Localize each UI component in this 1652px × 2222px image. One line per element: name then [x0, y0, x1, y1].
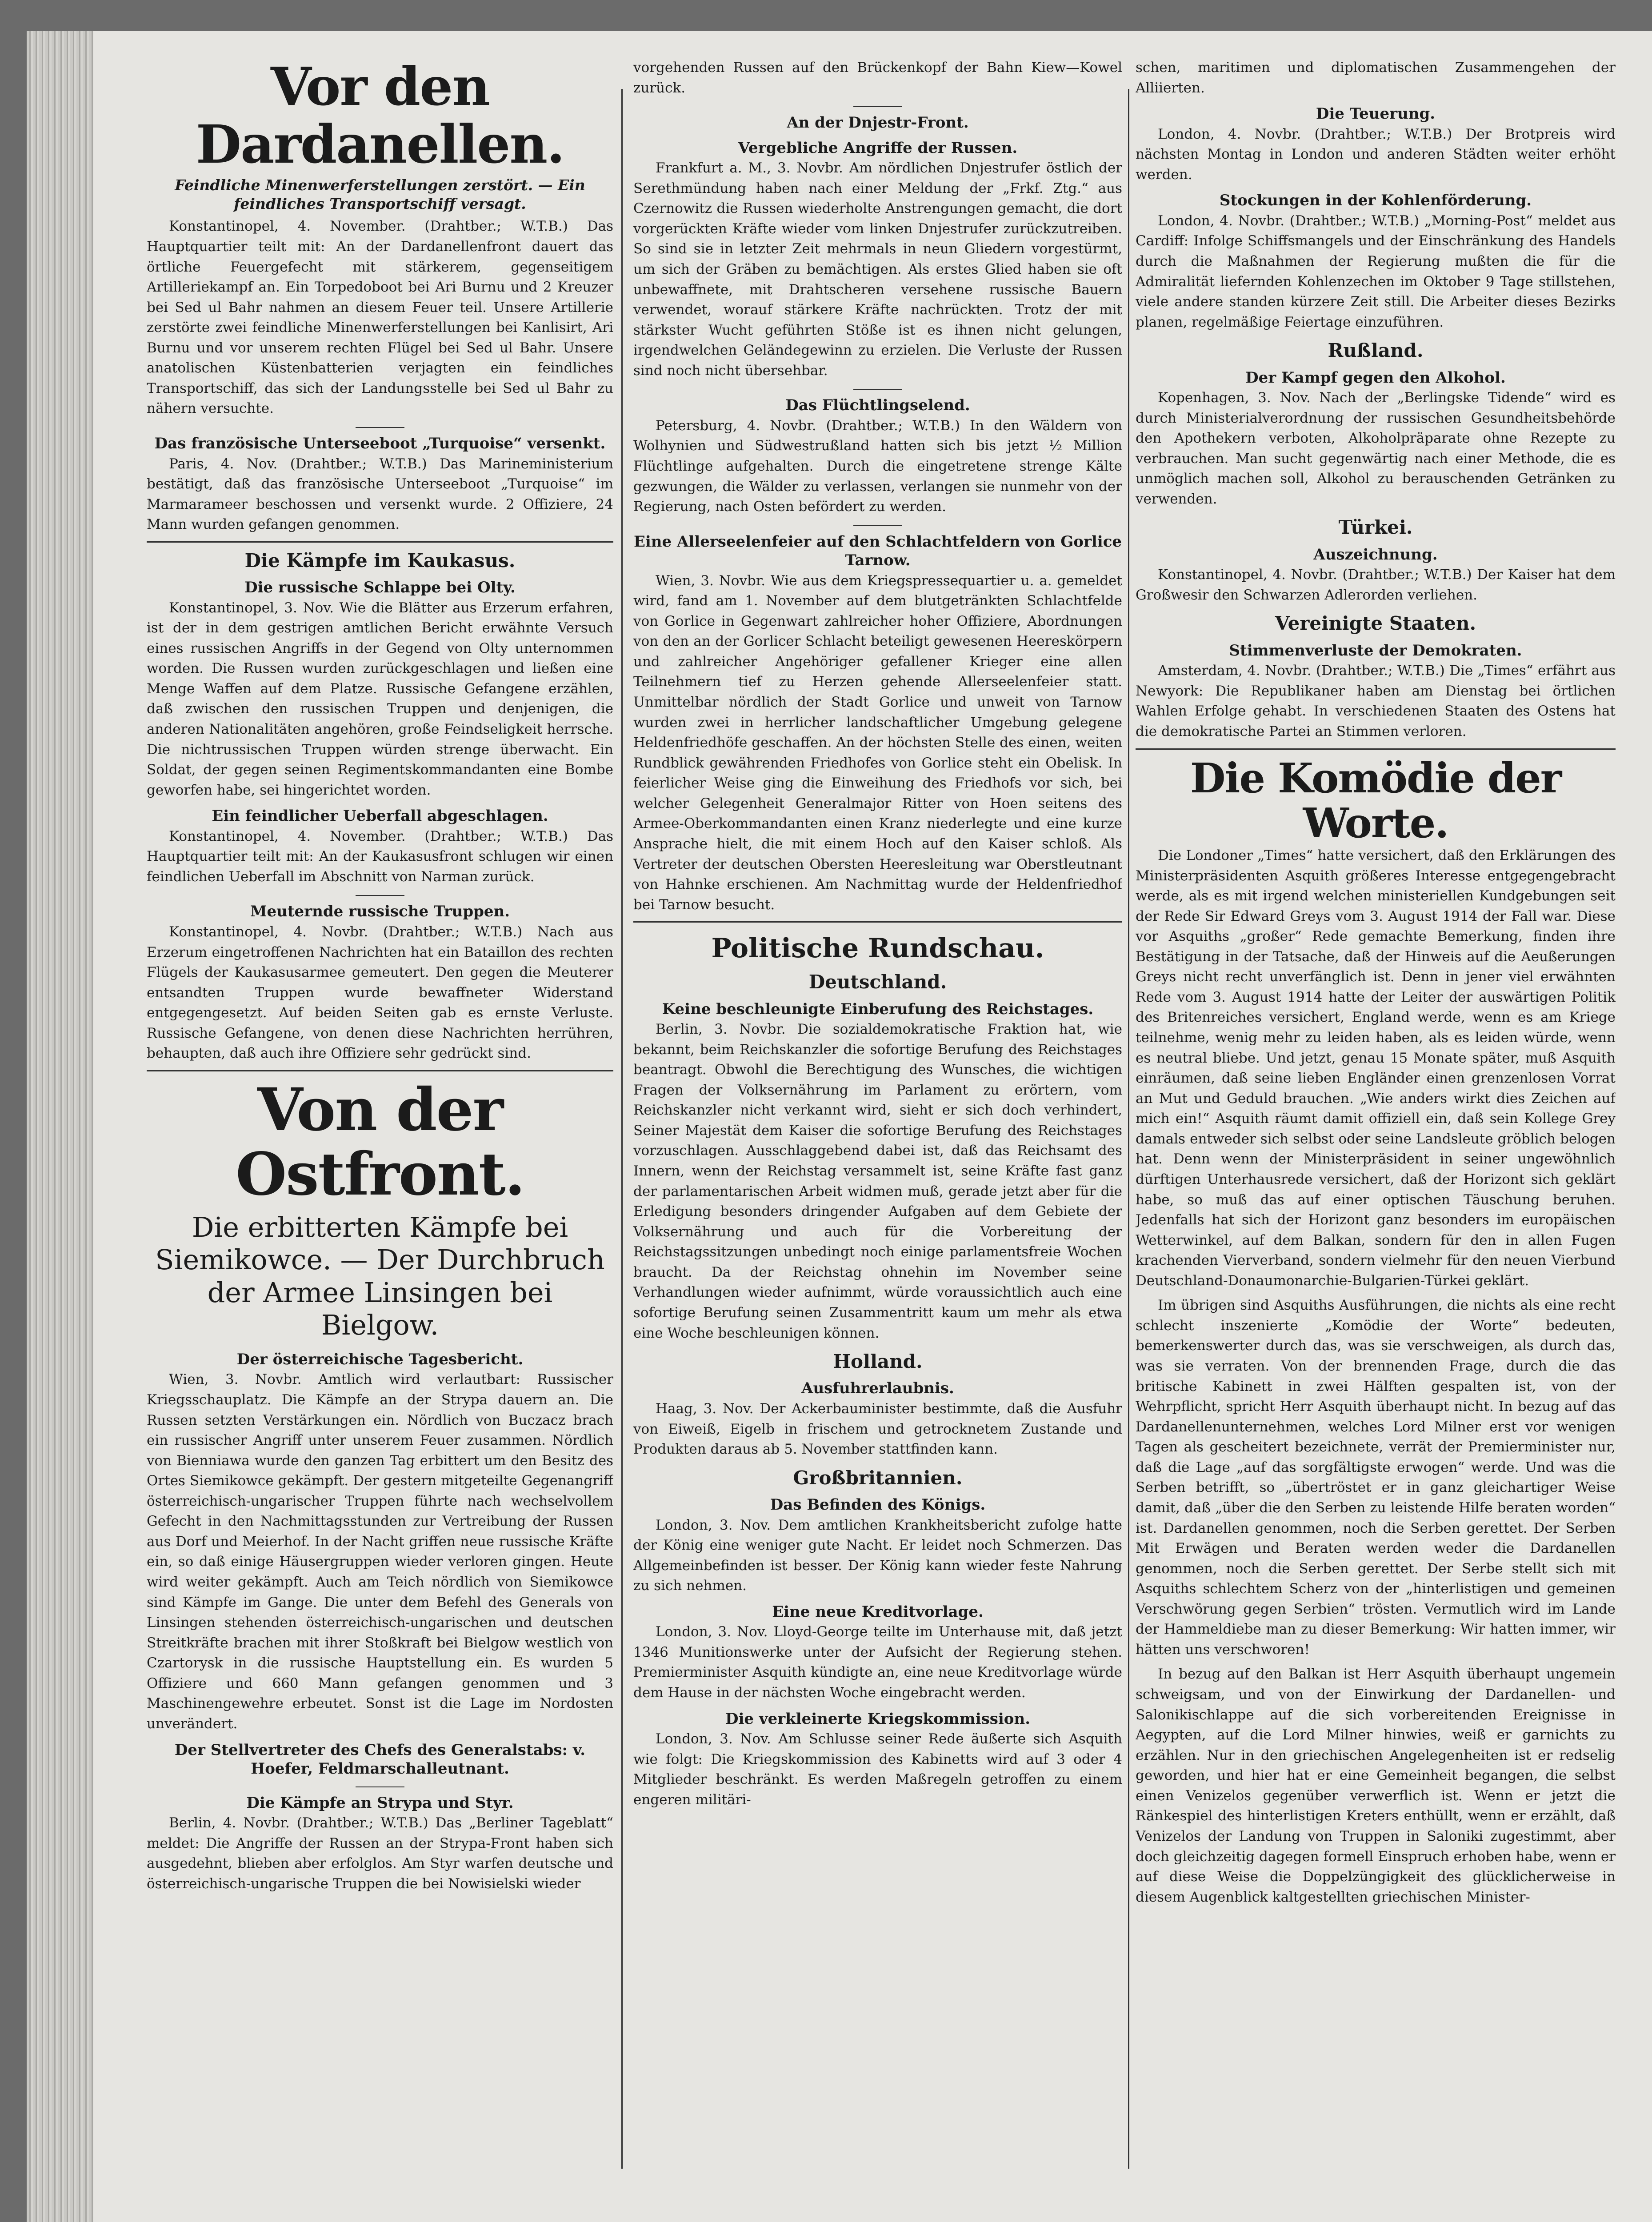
paragraph: London, 3. Nov. Am Schlusse seiner Rede äußerte sich Asquith wie folgt: Die Kriegskommission des Kabinetts wird auf 3 oder 4 Mitglieder beschränkt. Es werden Maßregeln getroffen zu einem engeren militäri- [633, 1731, 1122, 1808]
subheadline-dnjestr: Vergebliche Angriffe der Russen. [738, 139, 1018, 157]
section-heading: Ausfuhrerlaubnis. [801, 1379, 954, 1398]
paragraph: Frankfurt a. M., 3. Novbr. Am nördlichen Dnjestrufer östlich der Serethmündung haben nach einer Meldung der „Frkf. Ztg.“ aus Czernowitz die Russen wiederholte Anstrengungen gemacht, die dort vorgerückten Kräfte wieder vom linken Dnjestrufer zurückzutreiben. So sind sie in letzter Zeit mehrmals in neun Gliedern vorgestürmt, um sich der Gräben zu bemächtigen. Als erstes Glied haben sie oft unbewaffnete, mit Drahtscheren versehene russische Bauern verwendet, worauf stärkere Kräfte nachrückten. Trotz der mit stärkster Wucht geführten Stöße ist es ihnen nicht gelungen, irgendwelchen Geländegewinn zu erzielen. Die Verluste der Russen sind noch nicht übersehbar. [633, 160, 1122, 379]
section-heading: Das Befinden des Königs. [770, 1496, 986, 1514]
subheadline-dardanellen: Feindliche Minenwerferstellungen zerstört. — Ein feindliches Transportschiff versagt. [175, 176, 585, 213]
article-ostfront [147, 1075, 613, 1894]
article-komoedie [1136, 756, 1616, 1908]
section-heading: Die Kämpfe an Strypa und Styr. [246, 1794, 514, 1812]
separator [853, 389, 902, 390]
headline-komoedie: Die Komödie der Worte. [1190, 754, 1561, 847]
headline-allerseelen: Eine Allerseelenfeier auf den Schlachtfeldern von Gorlice Tarnow. [633, 532, 1122, 570]
paragraph: vorgehenden Russen auf den Brückenkopf der Bahn Kiew—Kowel zurück. [633, 60, 1122, 96]
section-heading: Auszeichnung. [1313, 545, 1438, 563]
article-kaukasus [147, 550, 613, 1064]
headline-kaukasus: Die Kämpfe im Kaukasus. [244, 549, 516, 571]
separator [356, 895, 404, 896]
country-heading: Türkei. [1338, 516, 1413, 539]
paragraph: Haag, 3. Nov. Der Ackerbauminister bestimmte, daß die Ausfuhr von Eiweiß, Eigelb in frischem und getrocknetem Zustande und Produkten daraus ab 5. November stattfinden kann. [633, 1400, 1122, 1458]
article-allerseelen [633, 532, 1122, 915]
headline-rundschau: Politische Rundschau. [711, 933, 1044, 964]
article-dardanellen [147, 58, 613, 535]
column-rule-1 [621, 89, 623, 2169]
deck-ostfront: Die erbitterten Kämpfe bei Siemikowce. — Der Durchbruch der Armee Linsingen bei Bielgow. [155, 1211, 605, 1341]
section-heading: Keine beschleunigte Einberufung des Reichstages. [662, 1000, 1094, 1018]
headline-fluechtlinge: Das Flüchtlingselend. [785, 396, 970, 415]
paragraph: In bezug auf den Balkan ist Herr Asquith überhaupt ungemein schweigsam, und von der Einwirkung der Dardanellen- und Salonikischlappe auf die sich vorbereitenden Ereignisse in Aegypten, auf die Lord Milner hinwies, weiß er garnichts zu erzählen. Nur in den griechischen Angelegenheiten ist er redselig geworden, und hier hat er eine Gemeinheit begangen, die selbst einen Venizelos gegenüber verwerflich ist. Wenn er jetzt die Ränkespiel des hinterlistigen Kreters enthüllt, wenn er erzählt, daß Venizelos der Landung von Truppen in Saloniki zugestimmt, aber doch gleichzeitig dagegen formell Einspruch erhoben habe, wenn er auf diese Weise die Doppelzüngigkeit des glücklicherweise in diesem Augenblick kaltgestellten griechischen Minister- [1136, 1666, 1616, 1905]
paragraph: London, 3. Nov. Lloyd-George teilte im Unterhause mit, daß jetzt 1346 Munitionswerke unter der Aufsicht der Regierung stehen. Premierminister Asquith kündigte an, eine neue Kreditvorlage würde dem Hause in der nächsten Woche eingebracht werden. [633, 1624, 1122, 1701]
country-heading: Deutschland. [808, 971, 947, 993]
section-heading: Ein feindlicher Ueberfall abgeschlagen. [212, 807, 548, 825]
paragraph: London, 4. Novbr. (Drahtber.; W.T.B.) „Morning-Post“ meldet aus Cardiff: Infolge Schiffsmangels und der Einschränkung des Handels durch die Maßnahmen der Regierung mußten die für die Admiralität liefernden Kohlenzechen im Oktober 9 Tage stillstehen, viele andere standen kürzere Zeit still. Die Arbeiter dieses Bezirks planen, regelmäßige Feiertage einzuführen. [1136, 212, 1616, 330]
article-rule [633, 921, 1122, 923]
separator [853, 106, 902, 107]
section-heading: Der österreichische Tagesbericht. [236, 1350, 524, 1368]
article-fluechtlinge [633, 396, 1122, 517]
country-heading: Rußland. [1328, 340, 1424, 362]
subheadline-kaukasus: Die russische Schlappe bei Olty. [244, 579, 516, 597]
paragraph: Paris, 4. Nov. (Drahtber.; W.T.B.) Das Marineministerium bestätigt, daß das französische Unterseeboot „Turquoise“ im Marmarameer beschossen und versenkt wurde. 2 Offiziere, 24 Mann wurden gefangen genommen. [147, 456, 613, 533]
separator [356, 1786, 404, 1787]
paragraph: Im übrigen sind Asquiths Ausführungen, die nichts als eine recht schlecht inszenierte „Komödie der Worte“ bedeuten, bemerkenswerter durch das, was sie verschweigen, als durch das, was sie verraten. Von der brennenden Frage, durch die das britische Kabinett in zwei Hälften gespalten ist, von der Wehrpflicht, spricht Herr Asquith überhaupt nicht. In bezug auf das Dardanellenunternehmen, welches Lord Milner erst vor wenigen Tagen als gescheitert bezeichnete, verrät der Premierminister nur, daß die Lage „auf das sorgfältigste erwogen“ werde. Und was die Serben betrifft, so „übertröstet er in ganz gleichartiger Weise damit, daß „über die den Serben zu leistende Hilfe beraten worden“ ist. Dardanellen genommen, noch die Serben gerettet. Der Serben Mit Erwägen und Beraten werden weder die Dardanellen genommen, noch die Serben gerettet. Der Serbe stellt sich mit Asquiths schlechtem Scherz von der „hinterlistigen und gemeinen Verschwörung gegen Serbien“ trösten. Vermutlich wird im Lande der Hammeldiebe man zu dieser Bemerkung: Wir hatten immer, wir hätten uns verschworen! [1136, 1297, 1616, 1658]
paragraph: Konstantinopel, 4. Novbr. (Drahtber.; W.T.B.) Der Kaiser hat dem Großwesir den Schwarzen Adlerorden verliehen. [1136, 567, 1616, 603]
paragraph: Kopenhagen, 3. Nov. Nach der „Berlingske Tidende“ wird es durch Ministerialverordnung der russischen Gesundheitsbehörde den Apothekern verboten, Alkoholpräparate ohne Rezepte zu verbrauchen. Man sucht gegenwärtig nach einer Methode, die es unmöglich machen soll, Alkohol zu berauschenden Getränken zu verwenden. [1136, 390, 1616, 507]
paragraph: London, 4. Novbr. (Drahtber.; W.T.B.) Der Brotpreis wird nächsten Montag in London und anderen Städten weiter erhöht werden. [1136, 126, 1616, 183]
column-rule-2 [1128, 89, 1129, 2169]
section-heading: Eine neue Kreditvorlage. [772, 1603, 984, 1621]
paragraph: Wien, 3. Novbr. Amtlich wird verlautbart: Russischer Kriegsschauplatz. Die Kämpfe an der Strypa dauern an. Die Russen setzten Verstärkungen ein. Nördlich von Buczacz brach ein russischer Angriff unter unserem Feuer zusammen. Nördlich von Bienniawa wurde den ganzen Tag erbittert um den Besitz des Ortes Siemikowce gekämpft. Der gestern mitgeteilte Gegenangriff österreichisch-ungarischer Truppen führte nach wechselvollem Gefecht in den Nachmittagsstunden zur Vertreibung der Russen aus Dorf und Meierhof. In der Nacht griffen neue russische Kräfte ein, so daß einige Häusergruppen wieder verloren gingen. Heute wird weiter gekämpft. Auch am Teich nördlich von Siemikowce sind Kämpfe im Gange. Die unter dem Befehl des Generals von Linsingen stehenden österreichisch-ungarischen und deutschen Streitkräfte brachen mit ihrer Stoßkraft bei Bielgow westlich von Czartorysk in die russische Hauptstellung ein. Es wurden 5 Offiziere und 660 Mann gefangen genommen und 3 Maschinengewehre erbeutet. Sonst ist die Lage im Nordosten unverändert. [147, 1371, 613, 1732]
paragraph: London, 3. Nov. Dem amtlichen Krankheitsbericht zufolge hatte der König eine weniger gute Nacht. Er leidet noch Schmerzen. Das Allgemeinbefinden ist besser. Der König kann wieder feste Nahrung zu sich nehmen. [633, 1517, 1122, 1594]
country-heading: Großbritannien. [793, 1467, 963, 1489]
headline-dardanellen: Vor den Dardanellen. [196, 58, 564, 175]
headline-dnjestr: An der Dnjestr-Front. [787, 114, 969, 132]
paragraph: Die Londoner „Times“ hatte versichert, daß den Erklärungen des Ministerpräsidenten Asquith größeres Interesse entgegengebracht werde, als es mit irgend welchen ministeriellen Kundgebungen seit der Rede Sir Edward Greys vom 3. August 1914 der Fall war. Diese vor Asquiths „großer“ Rede gemachte Bemerkung, finden ihre Bestätigung in der Tatsache, daß der Hinweis auf die Aeußerungen Greys nicht recht unverfänglich ist. Denn in jener viel erwähnten Rede vom 3. August 1914 hatte der Leiter der auswärtigen Politik des Britenreiches versichert, England werde, wenn es am Kriege teilnehme, wenig mehr zu leiden haben, als es leiden würde, wenn es neutral bliebe. Und jetzt, genau 15 Monate später, muß Asquith einräumen, daß seine lieben Engländer einen grenzenlosen Vorrat an Mut und Geduld brauchen. „Wie anders wirkt dies Zeichen auf mich ein!“ Asquith räumt damit offiziell ein, daß sein Kollege Grey damals entweder sich selbst oder seine Landsleute gröblich belogen hat. Denn wenn der Ministerpräsident in seiner ungewöhnlich dürftigen Unterhausrede versichert, daß der Horizont sich geklärt habe, so muß das auf einer optischen Täuschung beruhen. Jedenfalls hat sich der Horizont ganz besonders im europäischen Wetterwinkel, auf dem Balkan, sondern für den in allen Fugen krachenden Vierverband, sondern vielmehr für den neuen Vierbund Deutschland-Donaumonarchie-Bulgarien-Türkei geklärt. [1136, 847, 1616, 1289]
section-heading: Meuternde russische Truppen. [250, 903, 510, 921]
paragraph: Konstantinopel, 4. Novbr. (Drahtber.; W.T.B.) Nach aus Erzerum eingetroffenen Nachrichten hat ein Bataillon des rechten Flügels der Kaukasusarmee gemeutert. Den gegen die Meuterer entsandten Truppen wurde bewaffneter Widerstand entgegengesetzt. Auf beiden Seiten gab es ernste Verluste. Russische Gefangene, von denen diese Nachrichten herrühren, behaupten, daß auch ihre Offiziere sehr gedrückt sind. [147, 923, 613, 1062]
section-heading: Stockungen in der Kohlenförderung. [1219, 192, 1532, 210]
separator [356, 427, 404, 428]
column-1 [147, 58, 613, 2218]
paragraph: Konstantinopel, 4. November. (Drahtber.; W.T.B.) Das Hauptquartier teilt mit: An der Kaukasusfront schlugen wir einen feindlichen Ueberfall im Abschnitt von Narman zurück. [147, 828, 613, 885]
section-heading: Die verkleinerte Kriegskommission. [725, 1710, 1031, 1728]
paragraph: Berlin, 3. Novbr. Die sozialdemokratische Fraktion hat, wie bekannt, beim Reichskanzler die sofortige Berufung des Reichstages beantragt. Obwohl die Berechtigung des Wunsches, die wichtigen Fragen der Volksernährung im Parlament zu erörtern, vom Reichskanzler nicht verkannt wird, sieht er sich doch verhindert, Seiner Majestät dem Kaiser die sofortige Berufung des Reichstages vorzuschlagen. Ausschlaggebend dabei ist, daß das Reichsamt des Innern, wenn der Reichstag versammelt ist, seine Kräfte fast ganz der parlamentarischen Arbeit widmen muß, gerade jetzt aber für die Erledigung besonders dringender Aufgaben auf dem Gebiete der Volksernährung und auch für die Vorbereitung der Reichstagssitzungen unbedingt noch einige parlamentsfreie Wochen braucht. Da der Reichstag ohnehin im November seine Verhandlungen wieder aufnimmt, würde voraussichtlich auch eine sofortige Berufung seinen Zusammentritt kaum um mehr als etwa eine Woche beschleunigen können. [633, 1021, 1122, 1341]
paragraph: Konstantinopel, 3. Nov. Wie die Blätter aus Erzerum erfahren, ist der in dem gestrigen amtlichen Bericht erwähnte Versuch eines russischen Angriffs in der Gegend von Olty unternommen worden. Die Russen wurden zurückgeschlagen und ließen eine Menge Waffen auf dem Platze. Russische Gefangene erzählen, daß zwischen den russischen Truppen und denjenigen, die anderen Nationalitäten angehören, große Feindseligkeit herrsche. Die nichtrussischen Truppen würden strenge überwacht. Ein Soldat, der gegen seinen Regimentskommandanten eine Bombe geworfen habe, sei hingerichtet worden. [147, 599, 613, 798]
country-heading: Holland. [833, 1351, 923, 1373]
paragraph: Konstantinopel, 4. November. (Drahtber.; W.T.B.) Das Hauptquartier teilt mit: An der Dardanellenfront dauert das örtliche Feuergefecht mit stärkerem, gegenseitigem Artilleriekampf an. Ein Torpedoboot bei Ari Burnu und 2 Kreuzer bei Sed ul Bahr nahmen an diesem Feuer teil. Unsere Artillerie zerstörte zwei feindliche Minenwerferstellungen bei Kanlisirt, Ari Burnu und vor unserem rechten Flügel bei Sed ul Bahr. Unsere anatolischen Küstenbatterien verjagten ein feindliches Transportschiff, das sich der Landungsstelle bei Sed ul Bahr zu nähern versuchte. [147, 218, 613, 417]
article-rundschau [633, 933, 1122, 1810]
paragraph: schen, maritimen und diplomatischen Zusammengehen der Alliierten. [1136, 60, 1616, 96]
section-heading: Das französische Unterseeboot „Turquoise“ versenkt. [154, 435, 606, 452]
page-edge-binding [27, 31, 93, 2222]
section-heading: Die Teuerung. [1316, 105, 1436, 123]
separator [853, 525, 902, 526]
article-dnjestr [633, 113, 1122, 381]
signature-line: Der Stellvertreter des Chefs des Generalstabs: v. Hoefer, Feldmarschalleutnant. [174, 1741, 586, 1778]
paragraph: Wien, 3. Novbr. Wie aus dem Kriegspressequartier u. a. gemeldet wird, fand am 1. November auf dem blutgetränkten Schlachtfelde von Gorlice in Gegenwart zahlreicher hoher Offiziere, Abordnungen von den an der Gorlicer Schlacht beteiligt gewesenen Heereskörpern und zahlreicher Angehöriger gefallener Krieger eine allen Teilnehmern tief zu Herzen gehende Allerseelenfeier statt. Unmittelbar nördlich der Stadt Gorlice und unweit von Tarnow wurden zwei in herrlicher landschaftlicher Umgebung gelegene Heldenfriedhöfe geschaffen. An der höchsten Stelle des einen, weiten Rundblick gewährenden Friedhofes von Gorlice steht ein Obelisk. In feierlicher Weise ging die Einweihung des Friedhofs vor sich, bei welcher Gelegenheit Generalmajor Ritter von Hoen seitens des Armee-Oberkommandanten einen Kranz niederlegte und eine kurze Ansprache hielt, die mit einem Hoch auf den Kaiser schloß. Als Vertreter der deutschen Obersten Heeresleitung war Oberstleutnant von Hahnke erschienen. Am Nachmittag wurde der Heldenfriedhof bei Tarnow besucht. [633, 572, 1122, 913]
paragraph: Amsterdam, 4. Novbr. (Drahtber.; W.T.B.) Die „Times“ erfährt aus Newyork: Die Republikaner haben am Dienstag bei örtlichen Wahlen Erfolge gehabt. In verschiedenen Staaten des Ostens hat die demokratische Partei an Stimmen verloren. [1136, 663, 1616, 740]
column-2 [633, 58, 1122, 2218]
paragraph: Petersburg, 4. Novbr. (Drahtber.; W.T.B.) In den Wäldern von Wolhynien und Südwestrußland hatten sich bis jetzt ½ Million Flüchtlinge aufgehalten. Durch die eingetretene strenge Kälte gezwungen, die Wälder zu verlassen, verlangen sie nunmehr von der Regierung, nach Osten befördert zu werden. [633, 417, 1122, 515]
article-rule [147, 1070, 613, 1071]
section-heading: Der Kampf gegen den Alkohol. [1245, 368, 1506, 387]
headline-ostfront: Von der Ostfront. [236, 1075, 524, 1209]
article-rule [147, 541, 613, 543]
column-3 [1136, 58, 1616, 2218]
section-heading: Stimmenverluste der Demokraten. [1229, 641, 1522, 659]
paragraph: Berlin, 4. Novbr. (Drahtber.; W.T.B.) Das „Berliner Tageblatt“ meldet: Die Angriffe der Russen an der Strypa-Front haben sich ausgedehnt, blieben aber erfolglos. Am Styr warfen deutsche und österreichisch-ungarische Truppen die bei Nowisielski wieder [147, 1815, 613, 1892]
country-heading: Vereinigte Staaten. [1275, 612, 1476, 635]
article-rule [1136, 748, 1616, 750]
